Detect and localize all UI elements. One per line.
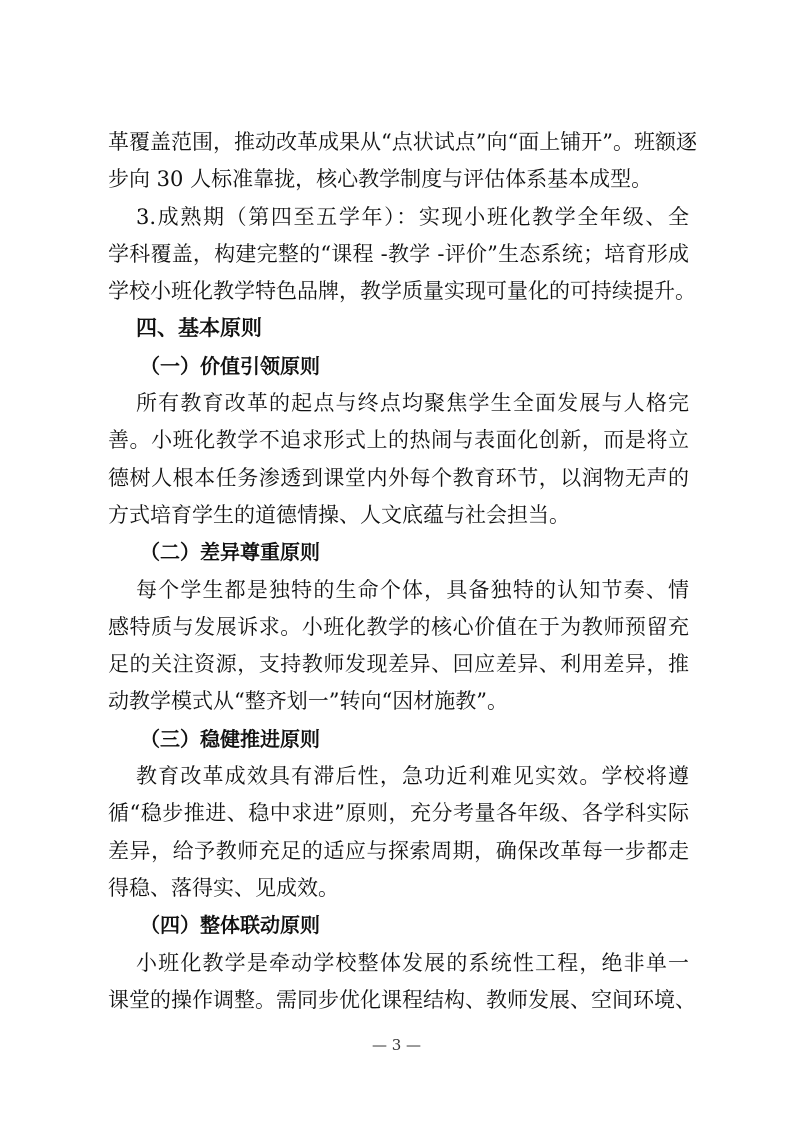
document-body: [108, 124, 697, 1019]
subsection-heading: （四）整体联动原则: [140, 913, 320, 938]
paragraph-line: 每个学生都是独特的生命个体，具备独特的认知节奏、情: [136, 577, 689, 602]
subsection-heading: （一）价值引领原则: [140, 353, 320, 378]
paragraph-line: 动教学模式从“整齐划一”转向“因材施教”。: [108, 689, 508, 714]
subsection-heading: （二）差异尊重原则: [140, 540, 320, 565]
section-heading: 四、基本原则: [136, 316, 262, 341]
paragraph-line: 循“稳步推进、稳中求进”原则，充分考量各年级、各学科实际: [108, 801, 689, 826]
paragraph-line: 方式培育学生的道德情操、人文底蕴与社会担当。: [108, 502, 570, 527]
subsection-heading: （三）稳健推进原则: [140, 726, 320, 751]
paragraph-line: 学科覆盖，构建完整的“课程 -教学 -评价”生态系统；培育形成: [108, 241, 689, 266]
paragraph-line: 足的关注资源，支持教师发现差异、回应差异、利用差异，推: [108, 652, 689, 677]
paragraph-line: 善。小班化教学不追求形式上的热闹与表面化创新，而是将立: [108, 428, 689, 453]
paragraph-line: 学校小班化教学特色品牌，教学质量实现可量化的可持续提升。: [108, 279, 696, 304]
paragraph-line: 步向 30 人标准靠拢，核心教学制度与评估体系基本成型。: [108, 167, 653, 192]
paragraph-line: 感特质与发展诉求。小班化教学的核心价值在于为教师预留充: [108, 614, 689, 639]
page-number: — 3 —: [371, 1036, 422, 1054]
paragraph-line: 得稳、落得实、见成效。: [108, 875, 339, 900]
paragraph-line: 课堂的操作调整。需同步优化课程结构、教师发展、空间环境、: [108, 987, 696, 1012]
paragraph-line: 德树人根本任务渗透到课堂内外每个教育环节，以润物无声的: [108, 465, 689, 490]
paragraph-line: 革覆盖范围，推动改革成果从“点状试点”向“面上铺开”。班额逐: [108, 130, 697, 154]
paragraph-line: 小班化教学是牵动学校整体发展的系统性工程，绝非单一: [136, 950, 689, 975]
paragraph-line: 所有教育改革的起点与终点均聚焦学生全面发展与人格完: [136, 391, 689, 416]
paragraph-line: 3.成熟期（第四至五学年）：实现小班化教学全年级、全: [136, 204, 689, 229]
paragraph-line: 差异，给予教师充足的适应与探索周期，确保改革每一步都走: [108, 838, 689, 863]
paragraph-line: 教育改革成效具有滞后性，急功近利难见实效。学校将遵: [136, 764, 689, 789]
